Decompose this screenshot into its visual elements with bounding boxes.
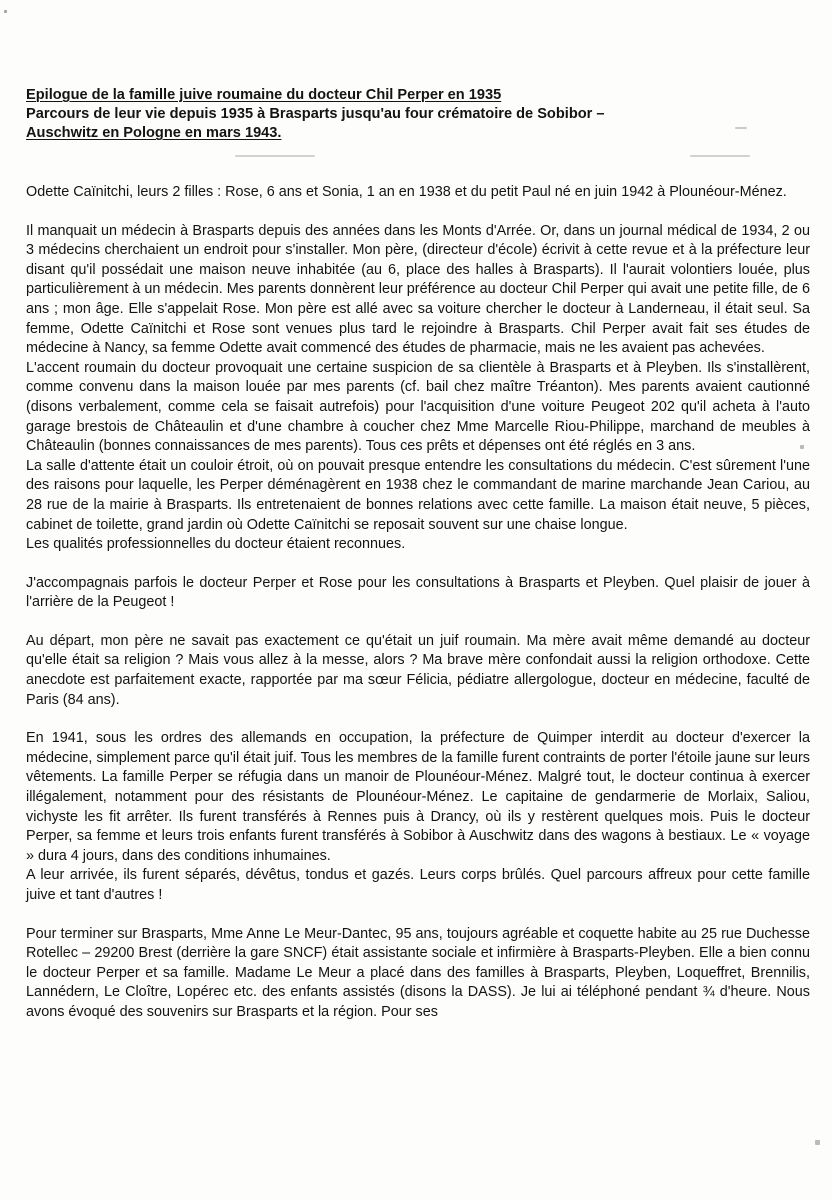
scan-speck (4, 10, 7, 13)
document-body (26, 86, 810, 1023)
scan-speck (815, 1140, 820, 1145)
title-line-2: Parcours de leur vie depuis 1935 à Brasparts jusqu'au four crématoire de Sobibor – (26, 106, 605, 122)
paragraph-family: Odette Caïnitchi, leurs 2 filles : Rose, 6 ans et Sonia, 1 an en 1938 et du petit Paul né en juin 1942 à Plounéour-Ménez. (26, 184, 787, 200)
paragraph-qualities: Les qualités professionnelles du docteur étaient reconnues. (26, 536, 406, 553)
paragraph-religion: Au départ, mon père ne savait pas exactement ce qu'était un juif roumain. Ma mère avait même demandé au docteur qu'elle était sa religion ? Mais vous allez à la messe, alors ? Ma brave mère confondait aussi la religion orthodoxe. Cette anecdote est parfaitement exacte, rapportée par ma sœur Félicia, pédiatre allergologue, docteur en médecine, faculté de Paris (84 ans). (26, 632, 810, 708)
paragraph-1941: En 1941, sous les ordres des allemands en occupation, la préfecture de Quimper interdit au docteur d'exercer la médecine, simplement parce qu'il était juif. Tous les membres de la famille furent contraints de porter l'étoile jaune sur leurs vêtements. La famille Perper se réfugia dans un manoir de Plounéour-Ménez. Malgré tout, le docteur continua à exercer illégalement, notamment pour des résistants de Plounéour-Ménez. Le capitaine de gendarmerie de Morlaix, Saliou, vichyste les fit arrêter. Ils furent transférés à Rennes puis à Drancy, où ils y restèrent quelques mois. Puis le docteur Perper, sa femme et leurs trois enfants furent transférés à Sobibor à Auschwitz dans des wagons à bestiaux. Le « voyage » dura 4 jours, dans des conditions inhumaines. (26, 730, 810, 864)
title-line-1: Epilogue de la famille juive roumaine du docteur Chil Perper en 1935 (26, 87, 502, 103)
paragraph-arrival: Il manquait un médecin à Brasparts depuis des années dans les Monts d'Arrée. Or, dans un journal médical de 1934, 2 ou 3 médecins cherchaient un endroit pour s'installer. Mon père, (directeur d'école) écrivit à cette revue et à la préfecture leur disant qu'il possédait une maison neuve inhabitée (au 6, place des halles à Brasparts). Il l'aurait volontiers louée, plus particulièrement à un médecin. Mes parents donnèrent leur préférence au docteur Chil Perper qui avait une petite fille, de 6 ans ; mon âge. Elle s'appelait Rose. Mon père est allé avec sa voiture chercher le docteur à Landerneau, il était seul. Sa femme, Odette Caïnitchi et Rose sont venues plus tard le rejoindre à Brasparts. Chil Perper avait fait ses études de médecine à Nancy, sa femme Odette avait commencé des études de pharmacie, mais ne les avaient pas achevées. (26, 222, 810, 357)
paragraph-consultations: J'accompagnais parfois le docteur Perper et Rose pour les consultations à Brasparts et Pleyben. Quel plaisir de jouer à l'arrière de la Peugeot ! (26, 574, 810, 611)
paragraph-accent: L'accent roumain du docteur provoquait une certaine suspicion de sa clientèle à Brasparts et à Pleyben. Ils s'installèrent, comme convenu dans la maison louée par mes parents (cf. bail chez maître Tréanton). Mes parents avaient cautionné (disons verbalement, comme cela se faisait autrefois) pour l'acquisition d'une voiture Peugeot 202 qu'il acheta à l'auto garage brestois de Châteaulin et d'une chambre à coucher chez Mme Marcelle Riou-Philippe, marchand de meubles à Châteaulin (bonnes connaissances de mes parents). Tous ces prêts et dépenses ont été réglés en 3 ans. (26, 359, 810, 455)
paragraph-conclusion: Pour terminer sur Brasparts, Mme Anne Le Meur-Dantec, 95 ans, toujours agréable et coquette habite au 25 rue Duchesse Rotellec – 29200 Brest (derrière la gare SNCF) était assistante sociale et infirmière à Brasparts-Pleyben. Elle a bien connu le docteur Perper et sa famille. Madame Le Meur a placé dans des familles à Brasparts, Pleyben, Loqueffret, Brennilis, Lannédern, Le Cloître, Lopérec etc. des enfants assistés (disons la DASS). Je lui ai téléphoné pendant ¾ d'heure. Nous avons évoqué des souvenirs sur Brasparts et la région. Pour ses (26, 925, 810, 1020)
document-title (26, 86, 810, 143)
paragraph-arrival-camp: A leur arrivée, ils furent séparés, dévêtus, tondus et gazés. Leurs corps brûlés. Quel parcours affreux pour cette famille juive et tant d'autres ! (26, 867, 810, 903)
title-line-3: Auschwitz en Pologne en mars 1943. (26, 125, 282, 141)
paragraph-waiting-room: La salle d'attente était un couloir étroit, où on pouvait presque entendre les consultations du médecin. C'est sûrement l'une des raisons pour laquelle, les Perper déménagèrent en 1938 chez le commandant de marine marchande Jean Cariou, au 28 rue de la mairie à Brasparts. Ils entretenaient de bonnes relations avec cette famille. La maison était neuve, 5 pièces, cabinet de toilette, grand jardin où Odette Caïnitchi se reposait souvent sur une chaise longue. (26, 457, 810, 533)
